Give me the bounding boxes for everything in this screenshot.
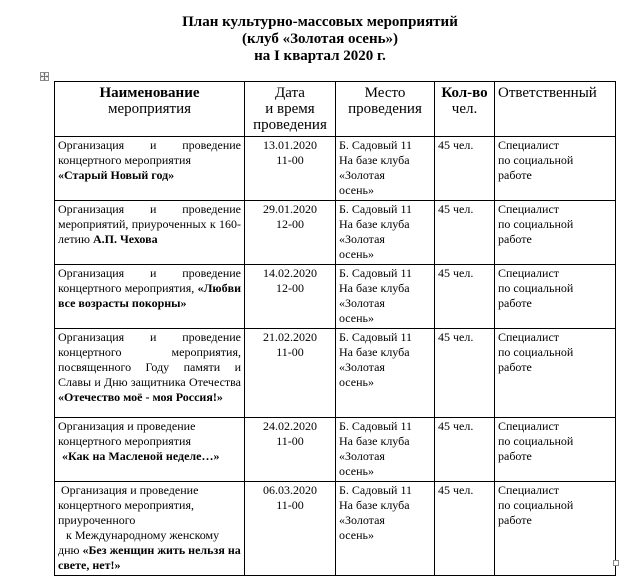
event-time: 11-00 <box>276 498 304 512</box>
event-responsible-cell <box>495 418 616 482</box>
event-count-cell <box>435 265 495 329</box>
responsible-line-2: по социальной <box>498 498 574 512</box>
header-place-line-1: Место <box>364 85 406 101</box>
event-date: 21.02.2020 <box>263 330 317 344</box>
event-description: Организация и проведение концертного мероприятия, <box>58 266 241 295</box>
event-count: 45 чел. <box>438 138 474 152</box>
header-count-line-2: чел. <box>451 101 478 117</box>
event-date: 29.01.2020 <box>263 202 317 216</box>
event-time: 12-00 <box>276 281 304 295</box>
place-address: Б. Садовый 11 <box>339 419 413 433</box>
event-place-cell <box>336 201 435 265</box>
event-name-cell <box>55 137 245 201</box>
responsible-line-3: работе <box>498 296 532 310</box>
place-line-2: На базе клуба <box>339 498 410 512</box>
responsible-line-1: Специалист <box>498 483 560 497</box>
event-time: 11-00 <box>276 153 304 167</box>
event-count: 45 чел. <box>438 330 474 344</box>
event-place-cell <box>336 482 435 576</box>
event-count-cell <box>435 329 495 418</box>
table-resize-handle-icon[interactable] <box>613 560 619 566</box>
event-date-cell <box>245 201 336 265</box>
event-count-cell <box>435 137 495 201</box>
place-line-4: осень» <box>339 183 374 197</box>
event-count-cell <box>435 201 495 265</box>
place-line-2: На базе клуба <box>339 217 410 231</box>
responsible-line-2: по социальной <box>498 345 574 359</box>
title-line-1: План культурно-массовых мероприятий <box>182 14 458 30</box>
place-line-4: осень» <box>339 247 374 261</box>
event-responsible-cell <box>495 201 616 265</box>
header-responsible-label: Ответственный <box>498 85 597 101</box>
event-place-cell <box>336 265 435 329</box>
event-responsible-cell <box>495 482 616 576</box>
table-row <box>55 329 616 418</box>
place-line-3: «Золотая <box>339 449 385 463</box>
event-title: «Как на Масленой неделе…» <box>62 449 220 463</box>
event-time: 12-00 <box>276 217 304 231</box>
responsible-line-3: работе <box>498 232 532 246</box>
header-responsible <box>495 82 616 137</box>
event-description: Организация и проведение концертного мероприятия <box>58 138 241 167</box>
event-title: «Без женщин жить нельзя на свете, нет!» <box>58 543 241 572</box>
title-line-3: на I квартал 2020 г. <box>254 48 386 64</box>
responsible-line-2: по социальной <box>498 217 574 231</box>
place-address: Б. Садовый 11 <box>339 202 413 216</box>
event-count: 45 чел. <box>438 483 474 497</box>
event-title: «Старый Новый год» <box>58 168 175 182</box>
place-line-3: «Золотая <box>339 232 385 246</box>
event-responsible-cell <box>495 137 616 201</box>
event-date-cell <box>245 329 336 418</box>
place-line-3: «Золотая <box>339 296 385 310</box>
responsible-line-1: Специалист <box>498 202 560 216</box>
event-responsible-cell <box>495 265 616 329</box>
place-address: Б. Садовый 11 <box>339 330 413 344</box>
event-description-line-2: концертного мероприятия, <box>58 498 194 512</box>
event-title: А.П. Чехова <box>92 232 158 246</box>
title-line-2: (клуб «Золотая осень») <box>241 31 399 47</box>
responsible-line-1: Специалист <box>498 266 560 280</box>
event-time: 11-00 <box>276 345 304 359</box>
responsible-line-3: работе <box>498 360 532 374</box>
header-date-line-1: Дата <box>275 85 305 101</box>
place-line-3: «Золотая <box>339 513 385 527</box>
event-date-cell <box>245 265 336 329</box>
event-count: 45 чел. <box>438 202 474 216</box>
event-description: Организация и проведение мероприятий, приуроченных к 160-летию <box>58 202 241 246</box>
table-row <box>55 265 616 329</box>
header-name <box>55 82 245 137</box>
responsible-line-1: Специалист <box>498 330 560 344</box>
four-way-arrow-icon <box>41 73 48 80</box>
place-address: Б. Садовый 11 <box>339 266 413 280</box>
event-count: 45 чел. <box>438 266 474 280</box>
responsible-line-1: Специалист <box>498 138 560 152</box>
header-place-line-2: проведения <box>348 101 422 117</box>
event-name-cell <box>55 201 245 265</box>
responsible-line-3: работе <box>498 513 532 527</box>
event-count-cell <box>435 482 495 576</box>
event-description-line-1: Организация и проведение <box>61 483 199 497</box>
event-description-line-3: приуроченного <box>58 513 136 527</box>
header-name-line-2: мероприятия <box>107 101 192 117</box>
table-row <box>55 482 616 576</box>
place-line-3: «Золотая <box>339 360 385 374</box>
responsible-line-2: по социальной <box>498 434 574 448</box>
place-line-2: На базе клуба <box>339 153 410 167</box>
event-place-cell <box>336 418 435 482</box>
header-date <box>245 82 336 137</box>
place-line-3: «Золотая <box>339 168 385 182</box>
responsible-line-1: Специалист <box>498 419 560 433</box>
header-name-line-1: Наименование <box>99 85 200 101</box>
event-name-cell <box>55 482 245 576</box>
table-row <box>55 418 616 482</box>
event-date-cell <box>245 418 336 482</box>
event-title: «Отечество моё - моя Россия!» <box>58 390 223 404</box>
event-description: Организация и проведение концертного мероприятия <box>58 419 196 448</box>
event-date: 06.03.2020 <box>263 483 317 497</box>
table-header-row <box>55 82 616 137</box>
event-count-cell <box>435 418 495 482</box>
table-row <box>55 137 616 201</box>
place-line-4: осень» <box>339 311 374 325</box>
event-place-cell <box>336 137 435 201</box>
table-move-handle-icon[interactable] <box>40 72 49 81</box>
event-count: 45 чел. <box>438 419 474 433</box>
event-date-cell <box>245 137 336 201</box>
event-date: 24.02.2020 <box>263 419 317 433</box>
event-description: Организация и проведение концертного мероприятия, посвященного Году памяти и Славы и Дню защитника Отечества <box>58 330 241 389</box>
header-date-line-2: и время <box>265 101 315 117</box>
place-address: Б. Садовый 11 <box>339 483 413 497</box>
header-place <box>336 82 435 137</box>
event-name-cell <box>55 418 245 482</box>
place-line-4: осень» <box>339 528 374 542</box>
event-title: «Любви все возрасты покорны» <box>58 281 241 310</box>
event-description-line-4: к Международному женскому <box>66 528 220 542</box>
event-date-cell <box>245 482 336 576</box>
event-responsible-cell <box>495 329 616 418</box>
event-place-cell <box>336 329 435 418</box>
place-address: Б. Садовый 11 <box>339 138 413 152</box>
event-date: 13.01.2020 <box>263 138 317 152</box>
header-date-line-3: проведения <box>253 117 327 133</box>
place-line-4: осень» <box>339 464 374 478</box>
responsible-line-2: по социальной <box>498 281 574 295</box>
event-date: 14.02.2020 <box>263 266 317 280</box>
place-line-2: На базе клуба <box>339 434 410 448</box>
table-row <box>55 201 616 265</box>
responsible-line-2: по социальной <box>498 153 574 167</box>
header-count <box>435 82 495 137</box>
event-description-line-5: дню <box>58 543 80 557</box>
event-name-cell <box>55 329 245 418</box>
responsible-line-3: работе <box>498 168 532 182</box>
header-count-line-1: Кол-во <box>441 85 488 101</box>
events-table <box>54 81 616 576</box>
place-line-2: На базе клуба <box>339 281 410 295</box>
event-time: 11-00 <box>276 434 304 448</box>
event-name-cell <box>55 265 245 329</box>
place-line-4: осень» <box>339 375 374 389</box>
document-title <box>0 14 640 65</box>
place-line-2: На базе клуба <box>339 345 410 359</box>
responsible-line-3: работе <box>498 449 532 463</box>
